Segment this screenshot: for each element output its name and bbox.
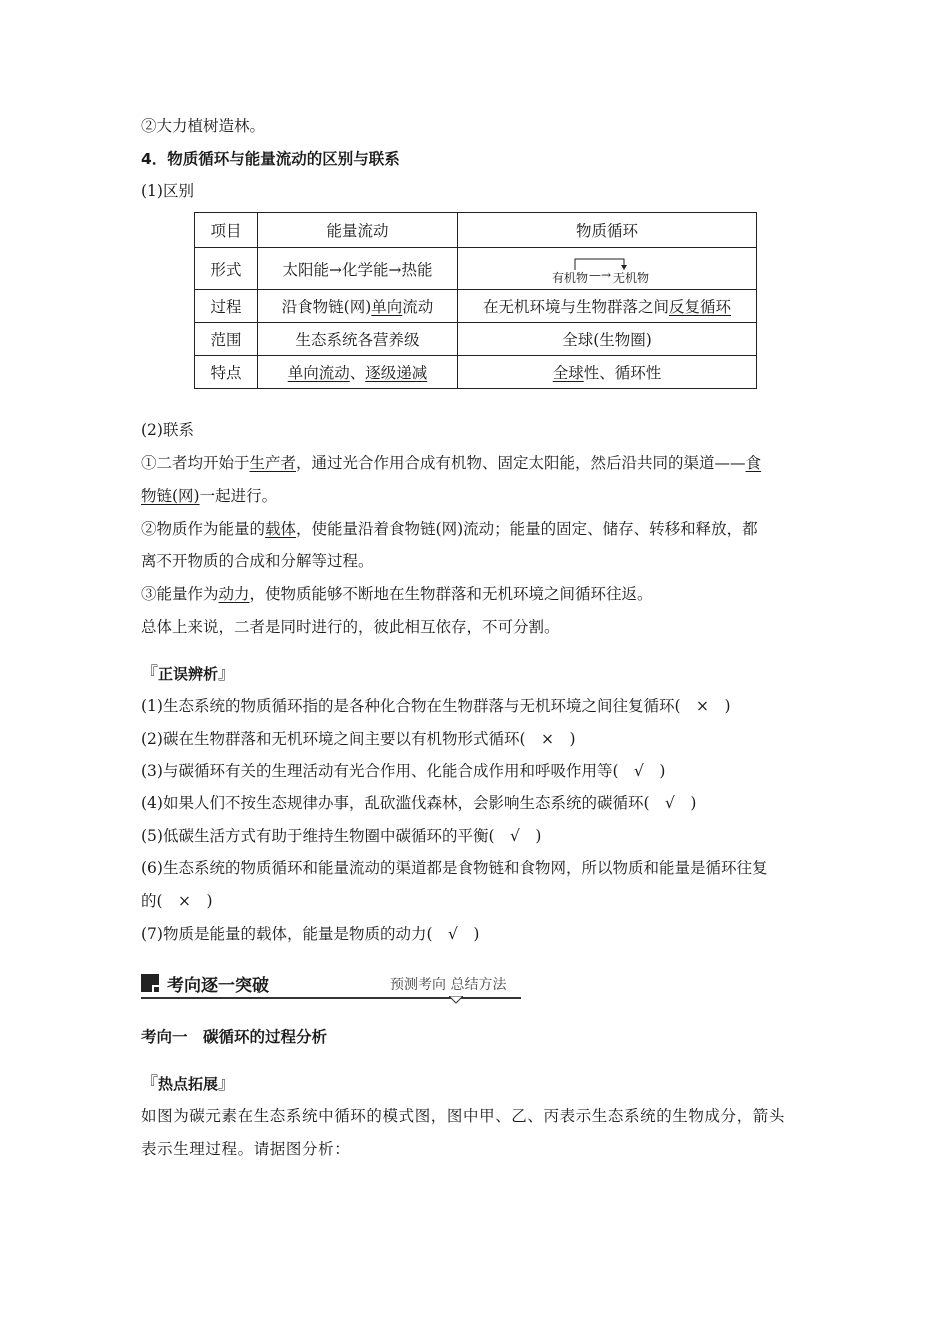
table-cell: 全球(生物圈)	[458, 323, 757, 356]
tag-label	[141, 1069, 235, 1094]
underlined-term: 单向	[371, 298, 403, 316]
table-cell: 范围	[195, 323, 258, 356]
judgment-item: 的( × )	[141, 892, 213, 910]
text: ，通过光合作用合成有机物、固定太阳能，然后沿共同的渠道——	[296, 454, 746, 472]
section-square-icon	[141, 974, 159, 992]
cycle-diagram-cell	[458, 248, 757, 290]
table-cell	[258, 356, 458, 389]
table-header: 能量流动	[258, 213, 458, 248]
table-cell	[258, 290, 458, 323]
text: ，使能量沿着食物链(网)流动；能量的固定、储存、转移和释放，都	[296, 520, 758, 538]
judgment-item: (4)如果人们不按生态规律办事，乱砍滥伐森林，会影响生态系统的碳循环( √ )	[141, 794, 697, 812]
section-title: 考向逐一突破	[167, 976, 269, 996]
cell-text: 、	[349, 364, 366, 382]
paragraph-line: 表示生理过程。请据图分析：	[141, 1140, 351, 1158]
judgment-item: (5)低碳生活方式有助于维持生物圈中碳循环的平衡( √ )	[141, 827, 542, 845]
table-row	[195, 356, 757, 389]
table-header: 物质循环	[458, 213, 757, 248]
paragraph-line: 总体上来说，二者是同时进行的，彼此相互依存，不可分割。	[141, 618, 560, 636]
judgment-item: (7)物质是能量的载体，能量是物质的动力( √ )	[141, 925, 480, 943]
underlined-term: 全球	[552, 364, 584, 382]
table-cell	[458, 290, 757, 323]
topic-heading: 考向一 碳循环的过程分析	[141, 1028, 328, 1046]
paragraph-line: 如图为碳元素在生态系统中循环的模式图，图中甲、乙、丙表示生态系统的生物成分，箭头	[141, 1107, 786, 1125]
subheading: (2)联系	[141, 421, 194, 439]
table-cell: 太阳能→化学能→热能	[258, 248, 458, 290]
paragraph-line	[141, 486, 277, 506]
bracket: 』	[218, 1074, 236, 1094]
underlined-term: 载体	[265, 520, 297, 538]
text: ，使物质能够不断地在生物群落和无机环境之间循环往返。	[249, 585, 653, 603]
table-row	[195, 290, 757, 323]
tag-text: 正误辨析	[158, 665, 219, 683]
cell-text: 在无机环境与生物群落之间	[482, 298, 669, 316]
underlined-term: 生产者	[249, 454, 297, 472]
paragraph-line	[141, 519, 758, 539]
bracket: 『	[141, 1074, 158, 1094]
text: ②物质作为能量的	[141, 520, 266, 538]
bracket: 』	[218, 664, 236, 684]
table-header-row	[195, 213, 757, 248]
comparison-table	[194, 212, 757, 389]
text: 一起进行。	[199, 487, 278, 505]
judgment-item: (6)生态系统的物质循环和能量流动的渠道都是食物链和食物网，所以物质和能量是循环往复	[141, 859, 768, 877]
cell-text: 流动	[402, 298, 434, 316]
arrow-glyph: —→	[589, 267, 612, 282]
subheading: (1)区别	[141, 182, 194, 200]
table-cell: 形式	[195, 248, 258, 290]
table-cell: 生态系统各营养级	[258, 323, 458, 356]
inorganic-label: 无机物	[613, 270, 650, 285]
table-cell: 特点	[195, 356, 258, 389]
divider-notch-icon	[449, 996, 463, 1004]
section-heading: 4．物质循环与能量流动的区别与联系	[141, 150, 400, 168]
underlined-term: 食	[745, 454, 762, 472]
paragraph-line	[141, 584, 653, 604]
text: ①二者均开始于	[141, 454, 250, 472]
underlined-term: 单向流动	[287, 364, 350, 382]
underlined-term: 物链(网)	[141, 487, 200, 505]
table-cell: 过程	[195, 290, 258, 323]
tag-label	[141, 659, 235, 684]
judgment-item: (3)与碳循环有关的生理活动有光合作用、化能合成作用和呼吸作用等( √ )	[141, 762, 666, 780]
paragraph-line	[141, 453, 761, 473]
judgment-item: (2)碳在生物群落和无机环境之间主要以有机物形式循环( × )	[141, 730, 576, 748]
text-line: ②大力植树造林。	[141, 117, 266, 135]
section-divider	[141, 997, 521, 999]
judgment-item: (1)生态系统的物质循环指的是各种化合物在生物群落与无机环境之间往复循环( × )	[141, 697, 731, 715]
section-subtitle: 预测考向 总结方法	[390, 977, 507, 993]
section-banner	[141, 970, 521, 1000]
text: ③能量作为	[141, 585, 219, 603]
paragraph-line: 离不开物质的合成和分解等过程。	[141, 552, 374, 570]
cell-text: 性、循环性	[583, 364, 662, 382]
table-cell	[458, 356, 757, 389]
underlined-term: 逐级递减	[365, 364, 428, 382]
cell-text: 沿食物链(网)	[281, 298, 372, 316]
table-header: 项目	[195, 213, 258, 248]
table-row	[195, 248, 757, 290]
underlined-term: 反复循环	[669, 298, 732, 316]
tag-text: 热点拓展	[158, 1075, 219, 1093]
organic-label: 有机物	[552, 270, 589, 285]
bracket: 『	[141, 664, 158, 684]
table-row	[195, 323, 757, 356]
underlined-term: 动力	[218, 585, 250, 603]
